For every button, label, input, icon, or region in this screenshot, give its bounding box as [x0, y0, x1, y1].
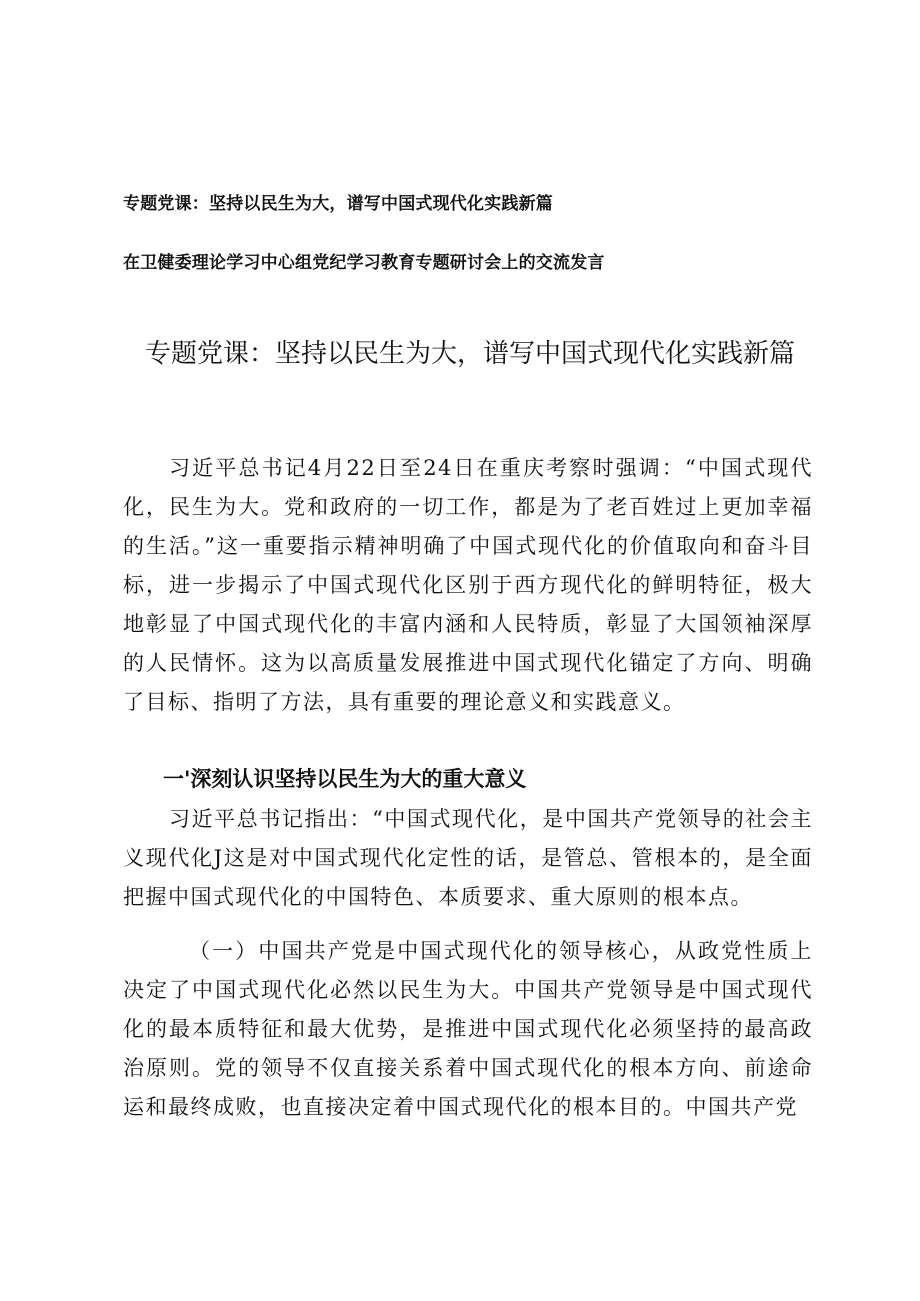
section-1-paragraph: 习近平总书记指出：“中国式现代化，是中国共产党领导的社会主义现代化J这是对中国式现代化定性的话，是管总、管根本的，是全面把握中国式现代化的中国特色、本质要求、重大原则的根本点。 — [123, 807, 813, 909]
subsection-1-paragraph: （一）中国共产党是中国式现代化的领导核心，从政党性质上决定了中国式现代化必然以民生为大。中国共产党领导是中国式现代化的最本质特征和最大优势，是推进中国式现代化必须坚持的最高政治原则。党的领导不仅直接关系着中国式现代化的根本方向、前途命运和最终成败，也直接决定着中国式现代化的根本目的。中国共产党 — [123, 939, 813, 1119]
toc-entry-title: 专题党课：坚持以民生为大，谱写中国式现代化实践新篇 — [123, 194, 553, 214]
toc-entry-subtitle: 在卫健委理论学习中心组党纪学习教育专题研讨会上的交流发言 — [123, 253, 605, 273]
section-heading-1: 一'深刻认识坚持以民生为大的重大意义 — [163, 767, 527, 791]
document-title: 专题党课：坚持以民生为大，谱写中国式现代化实践新篇 — [144, 339, 795, 370]
intro-paragraph: 习近平总书记4月22日至24日在重庆考察时强调：“中国式现代化，民生为大。党和政府的一切工作，都是为了老百姓过上更加幸福的生活。”这一重要指示精神明确了中国式现代化的价值取向和奋斗目标，进一步揭示了中国式现代化区别于西方现代化的鲜明特征，极大地彰显了中国式现代化的丰富内涵和人民特质，彰显了大国领袖深厚的人民情怀。这为以高质量发展推进中国式现代化锚定了方向、明确了目标、指明了方法，具有重要的理论意义和实践意义。 — [123, 456, 813, 714]
